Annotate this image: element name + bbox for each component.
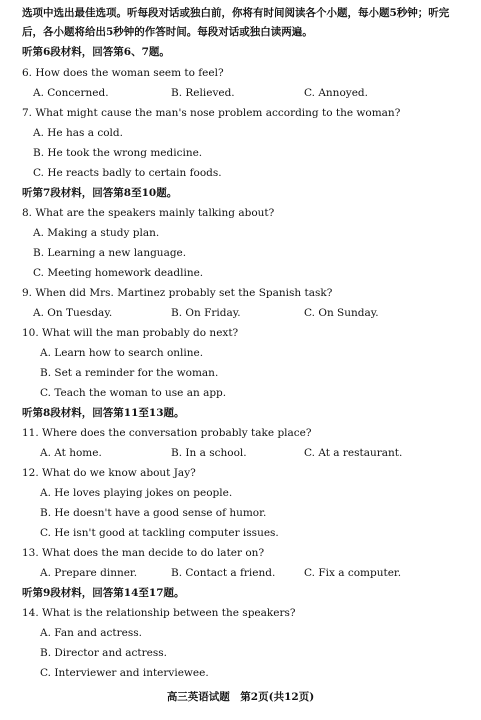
option-c: C. Meeting homework deadline.: [33, 267, 204, 279]
question-stem: 10. What will the man probably do next?: [22, 327, 239, 339]
option-a: A. Concerned.: [33, 87, 109, 99]
page-footer: 高三英语试题 第2页(共12页): [166, 691, 315, 703]
section-header: 听第6段材料，回答第6、7题。: [22, 46, 170, 58]
option-c: C. Interviewer and interviewee.: [40, 667, 209, 679]
option-c: C. He reacts badly to certain foods.: [33, 167, 222, 179]
option-c: C. At a restaurant.: [304, 447, 403, 459]
option-a: A. He has a cold.: [33, 127, 123, 139]
option-b: B. Director and actress.: [40, 647, 167, 659]
option-a: A. Fan and actress.: [40, 627, 142, 639]
option-b: B. He took the wrong medicine.: [33, 147, 203, 159]
question-stem: 9. When did Mrs. Martinez probably set the Spanish task?: [22, 287, 333, 299]
section-header: 听第9段材料，回答第14至17题。: [22, 587, 185, 599]
intro-line-1: 选项中选出最佳选项。听每段对话或独白前，你将有时间阅读各个小题，每小题5秒钟；听完: [22, 7, 450, 19]
option-a: A. At home.: [40, 447, 102, 459]
question-stem: 8. What are the speakers mainly talking about?: [22, 207, 275, 219]
option-a: A. Making a study plan.: [33, 227, 160, 239]
question-stem: 12. What do we know about Jay?: [22, 467, 196, 479]
section-header: 听第7段材料，回答第8至10题。: [22, 187, 178, 199]
option-b: B. On Friday.: [171, 307, 241, 319]
option-b: B. Learning a new language.: [33, 247, 187, 259]
question-stem: 14. What is the relationship between the speakers?: [22, 607, 296, 619]
option-b: B. In a school.: [171, 447, 247, 459]
option-a: A. On Tuesday.: [33, 307, 113, 319]
option-c: C. Fix a computer.: [304, 567, 402, 579]
option-b: B. Contact a friend.: [171, 567, 276, 579]
option-b: B. Relieved.: [171, 87, 235, 99]
option-a: A. Learn how to search online.: [40, 347, 204, 359]
option-c: C. Teach the woman to use an app.: [40, 387, 227, 399]
option-b: B. He doesn't have a good sense of humor.: [40, 507, 267, 519]
question-stem: 7. What might cause the man's nose problem according to the woman?: [22, 107, 401, 119]
option-c: C. On Sunday.: [304, 307, 379, 319]
option-b: B. Set a reminder for the woman.: [40, 367, 219, 379]
question-stem: 11. Where does the conversation probably take place?: [22, 427, 312, 439]
section-header: 听第8段材料，回答第11至13题。: [22, 407, 185, 419]
option-a: A. Prepare dinner.: [40, 567, 138, 579]
option-c: C. He isn't good at tackling computer issues.: [40, 527, 279, 539]
option-c: C. Annoyed.: [304, 87, 368, 99]
question-stem: 6. How does the woman seem to feel?: [22, 67, 224, 79]
option-a: A. He loves playing jokes on people.: [40, 487, 233, 499]
intro-line-2: 后，各小题将给出5秒钟的作答时间。每段对话或独白读两遍。: [22, 26, 313, 38]
question-stem: 13. What does the man decide to do later on?: [22, 547, 265, 559]
